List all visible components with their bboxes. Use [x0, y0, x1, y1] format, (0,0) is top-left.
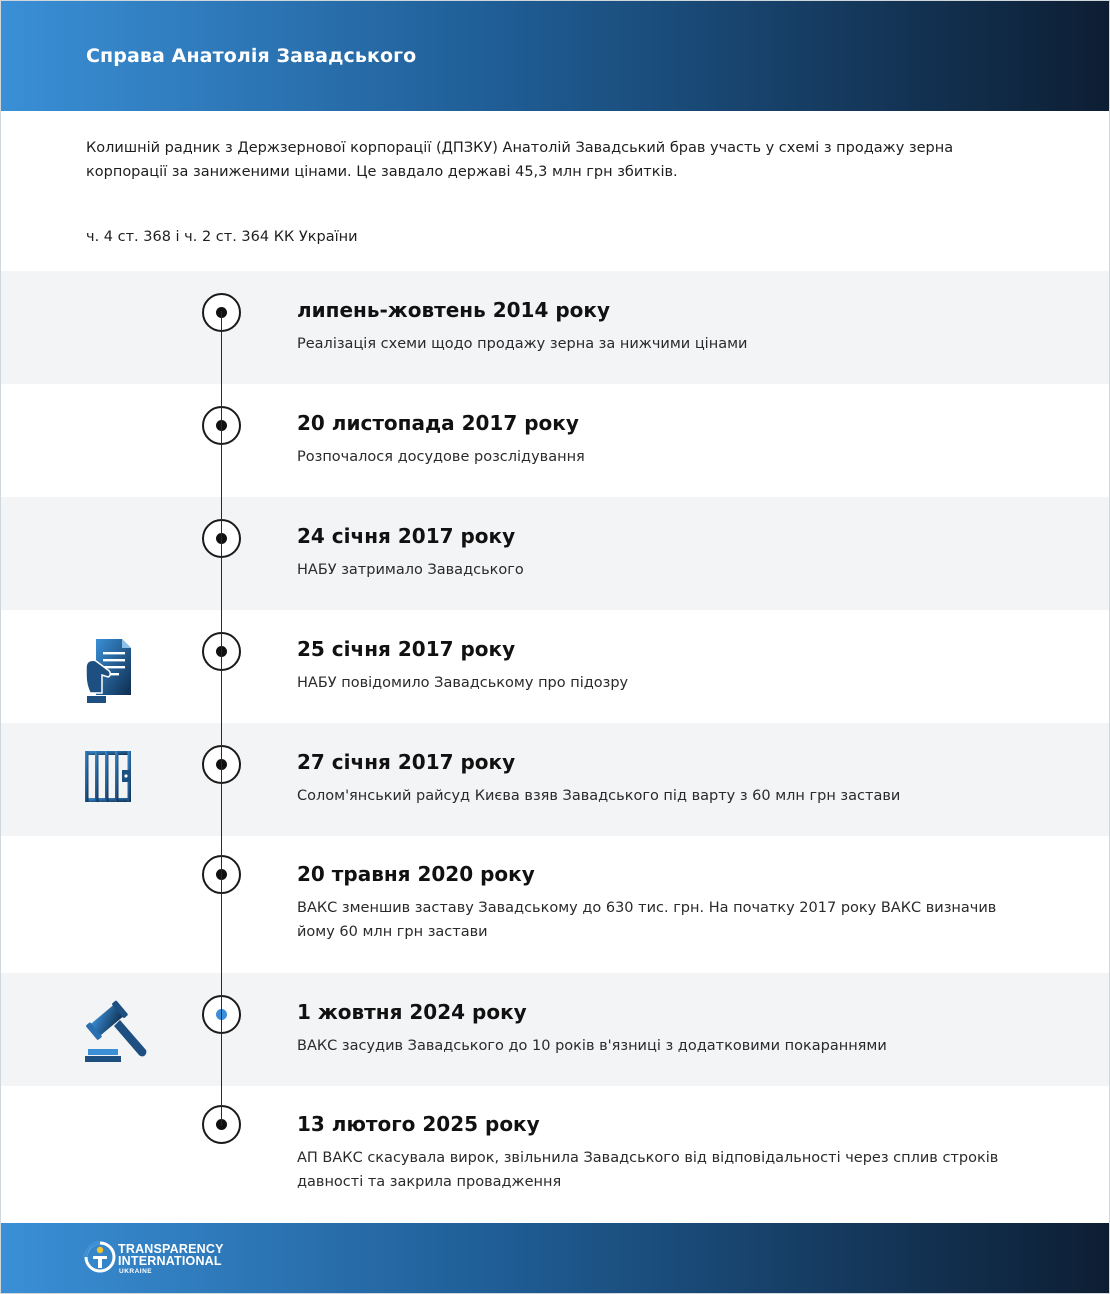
timeline-date: 13 лютого 2025 року	[297, 1112, 540, 1136]
timeline-item	[1, 271, 1109, 384]
timeline-description: Реалізація схеми щодо продажу зерна за нижчими цінами	[297, 336, 748, 352]
timeline-description: НАБУ повідомило Завадському про підозру	[297, 675, 629, 691]
timeline-item	[1, 1086, 1109, 1223]
logo-wordmark	[118, 1243, 224, 1276]
logo-line-2: INTERNATIONAL	[118, 1254, 222, 1268]
timeline-item	[1, 836, 1109, 973]
timeline-description: Розпочалося досудове розслідування	[297, 449, 585, 465]
header-banner	[1, 1, 1109, 111]
transparency-international-logo-icon	[84, 1241, 116, 1273]
timeline-description: Солом'янський райсуд Києва взяв Завадського під варту з 60 млн грн застави	[297, 788, 901, 804]
timeline-item	[1, 973, 1109, 1086]
timeline-date: 25 січня 2017 року	[297, 637, 516, 661]
hand-document-icon	[84, 637, 134, 707]
logo-line-1: TRANSPARENCY	[118, 1242, 224, 1256]
timeline-item	[1, 723, 1109, 836]
timeline	[1, 271, 1109, 1223]
prison-bars-icon	[84, 750, 134, 806]
timeline-date: 24 січня 2017 року	[297, 524, 516, 548]
timeline-description: ВАКС зменшив заставу Завадському до 630 тис. грн. На початку 2017 року ВАКС визначив йому 60 млн грн застави	[297, 900, 997, 940]
footer-banner	[1, 1223, 1109, 1293]
gavel-icon	[84, 1000, 150, 1064]
timeline-date: 20 листопада 2017 року	[297, 411, 579, 435]
timeline-item	[1, 497, 1109, 610]
timeline-date: 20 травня 2020 року	[297, 862, 535, 886]
timeline-date: липень-жовтень 2014 року	[297, 298, 610, 322]
page-title: Справа Анатолія Завадського	[86, 45, 417, 67]
timeline-item	[1, 610, 1109, 723]
logo-line-3: UKRAINE	[119, 1268, 153, 1275]
timeline-description: ВАКС засудив Завадського до 10 років в'язниці з додатковими покараннями	[297, 1038, 887, 1054]
timeline-connector	[221, 311, 222, 1126]
intro-text: Колишній радник з Держзернової корпорації (ДПЗКУ) Анатолій Завадський брав участь у схемі з продажу зерна корпорації за заниженими цінами. Це завдало державі 45,3 млн грн збитків.	[86, 140, 954, 180]
timeline-description: АП ВАКС скасувала вирок, звільнила Завадського від відповідальності через сплив строків давності та закрила провадження	[297, 1150, 999, 1190]
timeline-item	[1, 384, 1109, 497]
timeline-date: 1 жовтня 2024 року	[297, 1000, 527, 1024]
timeline-date: 27 січня 2017 року	[297, 750, 516, 774]
legal-article: ч. 4 ст. 368 і ч. 2 ст. 364 КК України	[86, 229, 358, 245]
timeline-description: НАБУ затримало Завадського	[297, 562, 524, 578]
